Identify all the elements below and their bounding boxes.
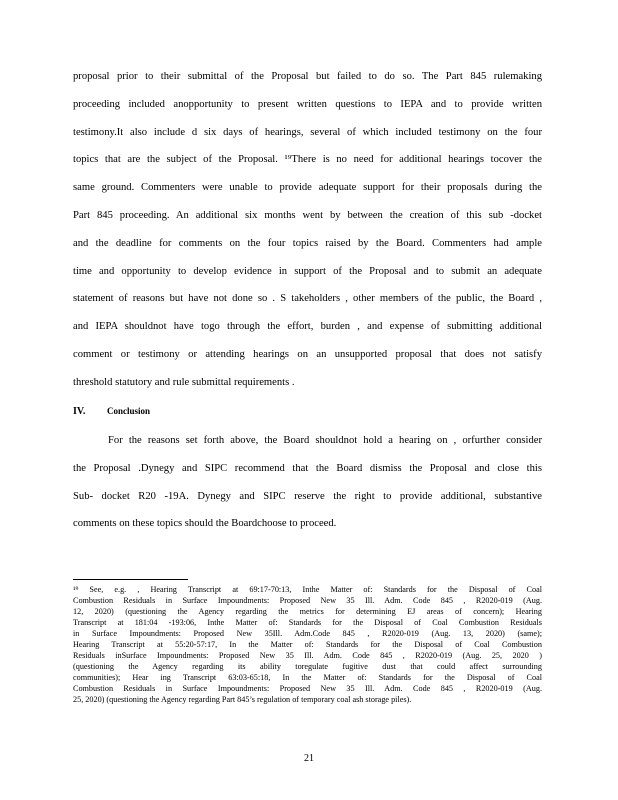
body-line: proceeding included anopportunity to present written questions to IEPA and to provide written — [73, 98, 542, 110]
body-line: Part 845 proceeding. An additional six months went by between the creation of this sub -docket — [73, 209, 542, 221]
footnote-line: Residuals inSurface Impoundments: Proposed New 35 Ill. Adm. Code 845 , R2020-019 (Aug. 25, 2020 ) — [73, 651, 542, 660]
body-line: same ground. Commenters were unable to provide adequate support for their proposals during the — [73, 182, 542, 194]
body-line: time and opportunity to develop evidence in support of the Proposal and to submit an adequate — [73, 265, 542, 277]
section-title: Conclusion — [107, 406, 151, 416]
footnote-line: (questioning the Agency regarding its ability toregulate fugitive dust that could affect surrounding — [73, 662, 542, 671]
conclusion-line: Sub- docket R20 -19A. Dynegy and SIPC reserve the right to provide additional, substantive — [73, 490, 542, 502]
footnote-line: Combustion Residuals in Surface Impoundments: Proposed New 35 Ill. Adm. Code 845 , R2020-019 (Aug. — [73, 684, 542, 693]
body-line: testimony.It also include d six days of hearings, several of which included testimony on the four — [73, 126, 542, 138]
footnote-line: in Surface Impoundments: Proposed New 35Ill. Adm.Code 845 , R2020-019 (Aug. 13, 2020) (same); — [73, 629, 542, 638]
page-number: 21 — [304, 753, 314, 764]
body-paragraph — [73, 70, 542, 404]
footnote-line: Hearing Transcript at 55:20-57:17, In the Matter of: Standards for the Disposal of Coal Combustion — [73, 640, 542, 649]
body-line: topics that are the subject of the Proposal. ¹⁹There is no need for additional hearings tocover the — [73, 154, 542, 166]
footnote-line: 25, 2020) (questioning the Agency regarding Part 845’s regulation of temporary coal ash storage piles). — [73, 695, 412, 704]
body-line: and the deadline for comments on the four topics raised by the Board. Commenters had ample — [73, 237, 542, 249]
body-line: and IEPA shouldnot have togo through the effort, burden , and expense of submitting additional — [73, 321, 542, 333]
body-line: threshold statutory and rule submittal requirements . — [73, 376, 295, 388]
conclusion-paragraph — [73, 434, 542, 545]
conclusion-line: For the reasons set forth above, the Board shouldnot hold a hearing on , orfurther consider — [108, 435, 542, 446]
section-heading — [73, 406, 150, 417]
conclusion-line: comments on these topics should the Boardchoose to proceed. — [73, 518, 337, 530]
footnote-line: communities); Hear ing Transcript 63:03-65:18, In the Matter of: Standards for the Disposal of Coal — [73, 673, 542, 682]
footnote — [73, 584, 542, 705]
footnote-separator — [73, 579, 188, 580]
section-number: IV. — [73, 406, 86, 417]
body-line: statement of reasons but have not done so . S takeholders , other members of the public, the Board , — [73, 293, 542, 305]
body-line: comment or testimony or attending hearings on an unsupported proposal that does not satisfy — [73, 348, 542, 360]
footnote-line: Combustion Residuals in Surface Impoundments: Proposed New 35 Ill. Adm. Code 845 , R2020-019 (Aug. — [73, 596, 542, 605]
footnote-line: ¹⁹ See, e.g. , Hearing Transcript at 69:17-70:13, Inthe Matter of: Standards for the Disposal of Coal — [73, 585, 542, 594]
footnote-line: Transcript at 181:04 -193:06, Inthe Matter of: Standards for the Disposal of Coal Combustion Residuals — [73, 618, 542, 627]
footnote-line: 12, 2020) (questioning the Agency regarding the metrics for determining EJ areas of concern); Hearing — [73, 607, 542, 616]
conclusion-line: the Proposal .Dynegy and SIPC recommend that the Board dismiss the Proposal and close this — [73, 462, 542, 474]
body-line: proposal prior to their submittal of the Proposal but failed to do so. The Part 845 rulemaking — [73, 71, 542, 82]
